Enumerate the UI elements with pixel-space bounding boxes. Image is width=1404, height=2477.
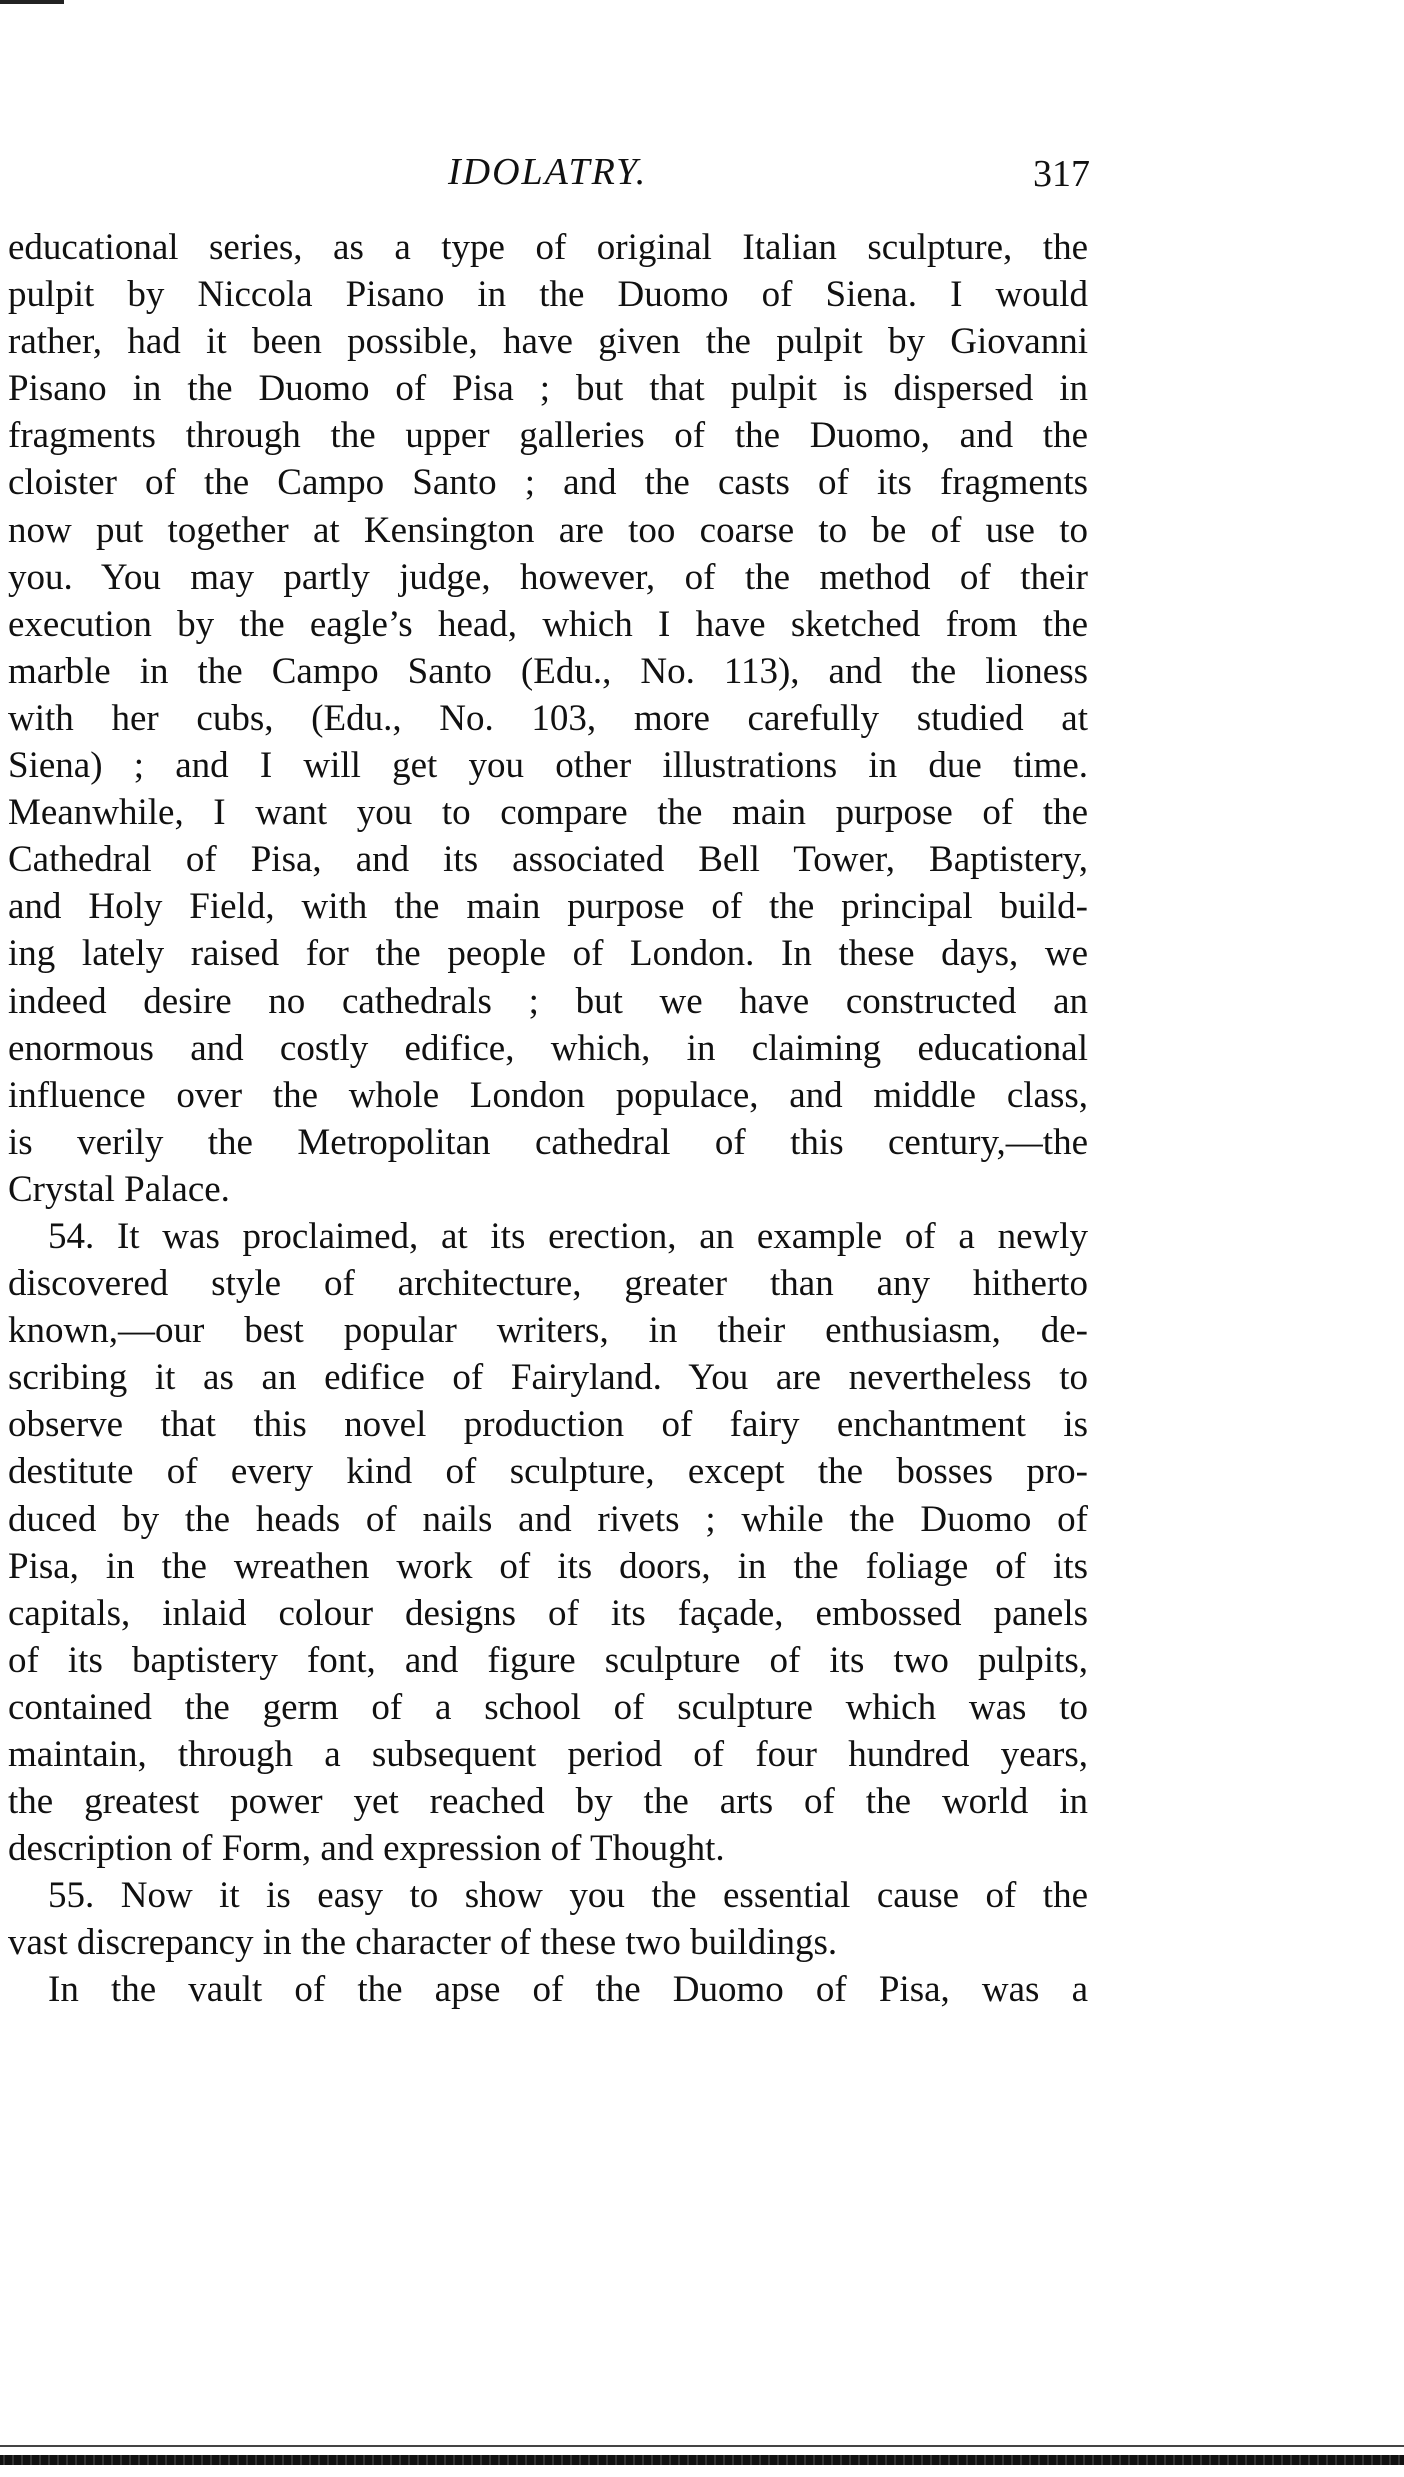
bottom-edge-line [0,2445,1404,2447]
text-line: is verily the Metropolitan cathedral of this century,—the [8,1121,1088,1163]
text-line: educational series, as a type of original Italian sculpture, the [8,227,1088,268]
running-head [0,150,1404,200]
running-title: IDOLATRY. [448,151,648,193]
text-line: and Holy Field, with the main purpose of the principal build- [8,886,1088,928]
text-line: description of Form, and expression of Thought. [8,1828,725,1870]
text-line: known,—our best popular writers, in their enthusiasm, de- [8,1310,1088,1352]
text-line: destitute of every kind of sculpture, except the bosses pro- [8,1451,1088,1493]
text-line: enormous and costly edifice, which, in claiming educational [8,1027,1088,1069]
text-line: Cathedral of Pisa, and its associated Bell Tower, Baptistery, [8,839,1088,881]
text-line: marble in the Campo Santo (Edu., No. 113), and the lioness [8,650,1088,692]
bottom-edge-mark [0,2455,1404,2465]
page-number: 317 [1033,153,1090,195]
text-line: fragments through the upper galleries of the Duomo, and the [8,415,1088,457]
text-line: duced by the heads of nails and rivets ; while the Duomo of [8,1498,1088,1540]
text-line: execution by the eagle’s head, which I have sketched from the [8,603,1088,645]
text-line: influence over the whole London populace, and middle class, [8,1074,1088,1116]
text-line: the greatest power yet reached by the arts of the world in [8,1781,1088,1823]
text-line: Crystal Palace. [8,1168,230,1210]
text-line: of its baptistery font, and figure sculpture of its two pulpits, [8,1639,1088,1681]
text-line: you. You may partly judge, however, of the method of their [8,556,1088,598]
text-line: observe that this novel production of fairy enchantment is [8,1404,1088,1446]
text-line: capitals, inlaid colour designs of its façade, embossed panels [8,1592,1088,1634]
text-line: vast discrepancy in the character of these two buildings. [8,1922,838,1964]
paragraph-55-start: 55. Now it is easy to show you the essential cause of the [48,1875,1088,1917]
text-line: indeed desire no cathedrals ; but we have constructed an [8,980,1088,1022]
text-line: pulpit by Niccola Pisano in the Duomo of Siena. I would [8,274,1088,316]
text-line: contained the germ of a school of sculpture which was to [8,1686,1088,1728]
text-line: Siena) ; and I will get you other illustrations in due time. [8,745,1088,787]
top-edge-mark [0,0,64,4]
text-line: cloister of the Campo Santo ; and the casts of its fragments [8,462,1088,504]
paragraph-54-start: 54. It was proclaimed, at its erection, an example of a newly [48,1215,1088,1257]
paragraph-next-start: In the vault of the apse of the Duomo of Pisa, was a [48,1969,1088,2011]
text-line: rather, had it been possible, have given the pulpit by Giovanni [8,321,1088,363]
body-text [8,224,1088,2014]
text-line: now put together at Kensington are too coarse to be of use to [8,509,1088,551]
text-line: ing lately raised for the people of London. In these days, we [8,933,1088,975]
text-line: maintain, through a subsequent period of four hundred years, [8,1734,1088,1775]
text-line: Pisano in the Duomo of Pisa ; but that pulpit is dispersed in [8,368,1088,410]
text-line: scribing it as an edifice of Fairyland. You are nevertheless to [8,1357,1088,1399]
text-line: Meanwhile, I want you to compare the main purpose of the [8,792,1088,834]
text-line: discovered style of architecture, greater than any hitherto [8,1263,1088,1305]
text-line: with her cubs, (Edu., No. 103, more carefully studied at [8,697,1088,739]
text-line: Pisa, in the wreathen work of its doors, in the foliage of its [8,1545,1088,1587]
